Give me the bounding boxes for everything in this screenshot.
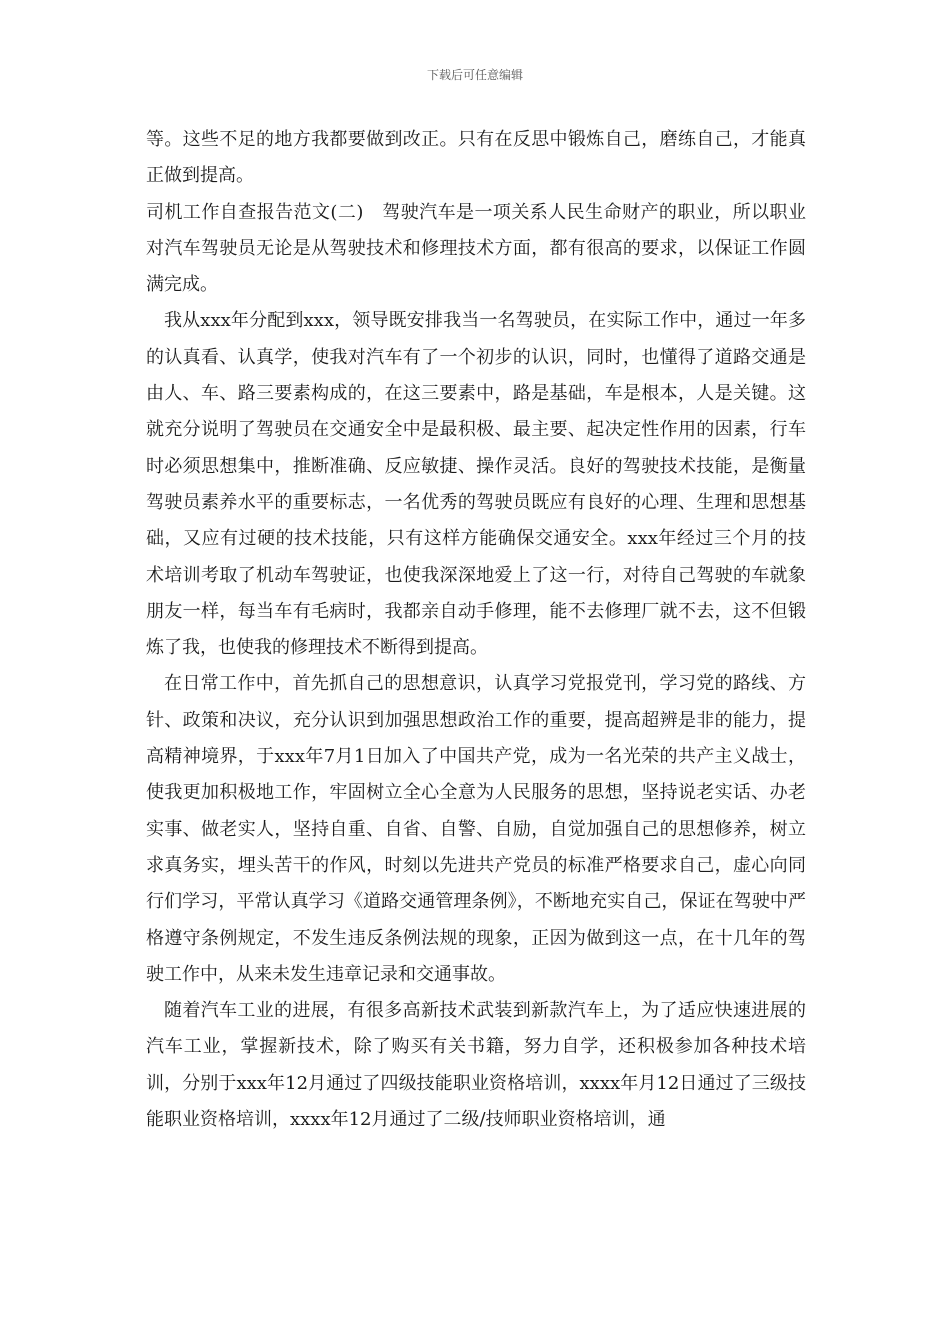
paragraph-section-intro: 司机工作自查报告范文(二) 驾驶汽车是一项关系人民生命财产的职业，所以职业对汽车驾驶员无论是从驾驶技术和修理技术方面，都有很高的要求，以保证工作圆满完成。 [146, 201, 806, 296]
paragraph-driver-experience: 我从xxx年分配到xxx，领导既安排我当一名驾驶员，在实际工作中，通过一年多的认真看、认真学，使我对汽车有了一个初步的认识，同时，也懂得了道路交通是由人、车、路三要素构成的，在这三要素中，路是基础，车是根本，人是关键。这就充分说明了驾驶员在交通安全中是最积极、最主要、起决定性作用的因素，行车时必须思想集中，推断准确、反应敏捷、操作灵活。良好的驾驶技术技能，是衡量驾驶员素养水平的重要标志，一名优秀的驾驶员既应有良好的心理、生理和思想基础，又应有过硬的技术技能，只有这样方能确保交通安全。xxx年经过三个月的技术培训考取了机动车驾驶证，也使我深深地爱上了这一行，对待自己驾驶的车就象朋友一样，每当车有毛病时，我都亲自动手修理，能不去修理厂就不去，这不但锻炼了我，也使我的修理技术不断得到提高。 [146, 310, 806, 659]
paragraph-training: 随着汽车工业的进展，有很多高新技术武装到新款汽车上，为了适应快速进展的汽车工业，掌握新技术，除了购买有关书籍，努力自学，还积极参加各种技术培训，分别于xxx年12月通过了四级技能职业资格培训，xxxx年月12日通过了三级技能职业资格培训，xxxx年12月通过了二级/技师职业资格培训，通 [146, 1000, 806, 1131]
paragraph-daily-work: 在日常工作中，首先抓自己的思想意识，认真学习党报党刊，学习党的路线、方针、政策和决议，充分认识到加强思想政治工作的重要，提高超辨是非的能力，提高精神境界，于xxx年7月1日加入了中国共产党，成为一名光荣的共产主义战士，使我更加积极地工作，牢固树立全心全意为人民服务的思想，坚持说老实话、办老实事、做老实人，坚持自重、自省、自警、自励，自觉加强自己的思想修养，树立求真务实，埋头苦干的作风，时刻以先进共产党员的标准严格要求自己，虚心向同行们学习，平常认真学习《道路交通管理条例》，不断地充实自己，保证在驾驶中严格遵守条例规定，不发生违反条例法规的现象，正因为做到这一点，在十几年的驾驶工作中，从来未发生违章记录和交通事故。 [146, 673, 806, 985]
header-note: 下载后可任意编辑 [426, 68, 523, 82]
document-body [146, 122, 806, 1138]
paragraph-continuation: 等。这些不足的地方我都要做到改正。只有在反思中锻炼自己，磨练自己，才能真正做到提高。 [146, 129, 806, 187]
